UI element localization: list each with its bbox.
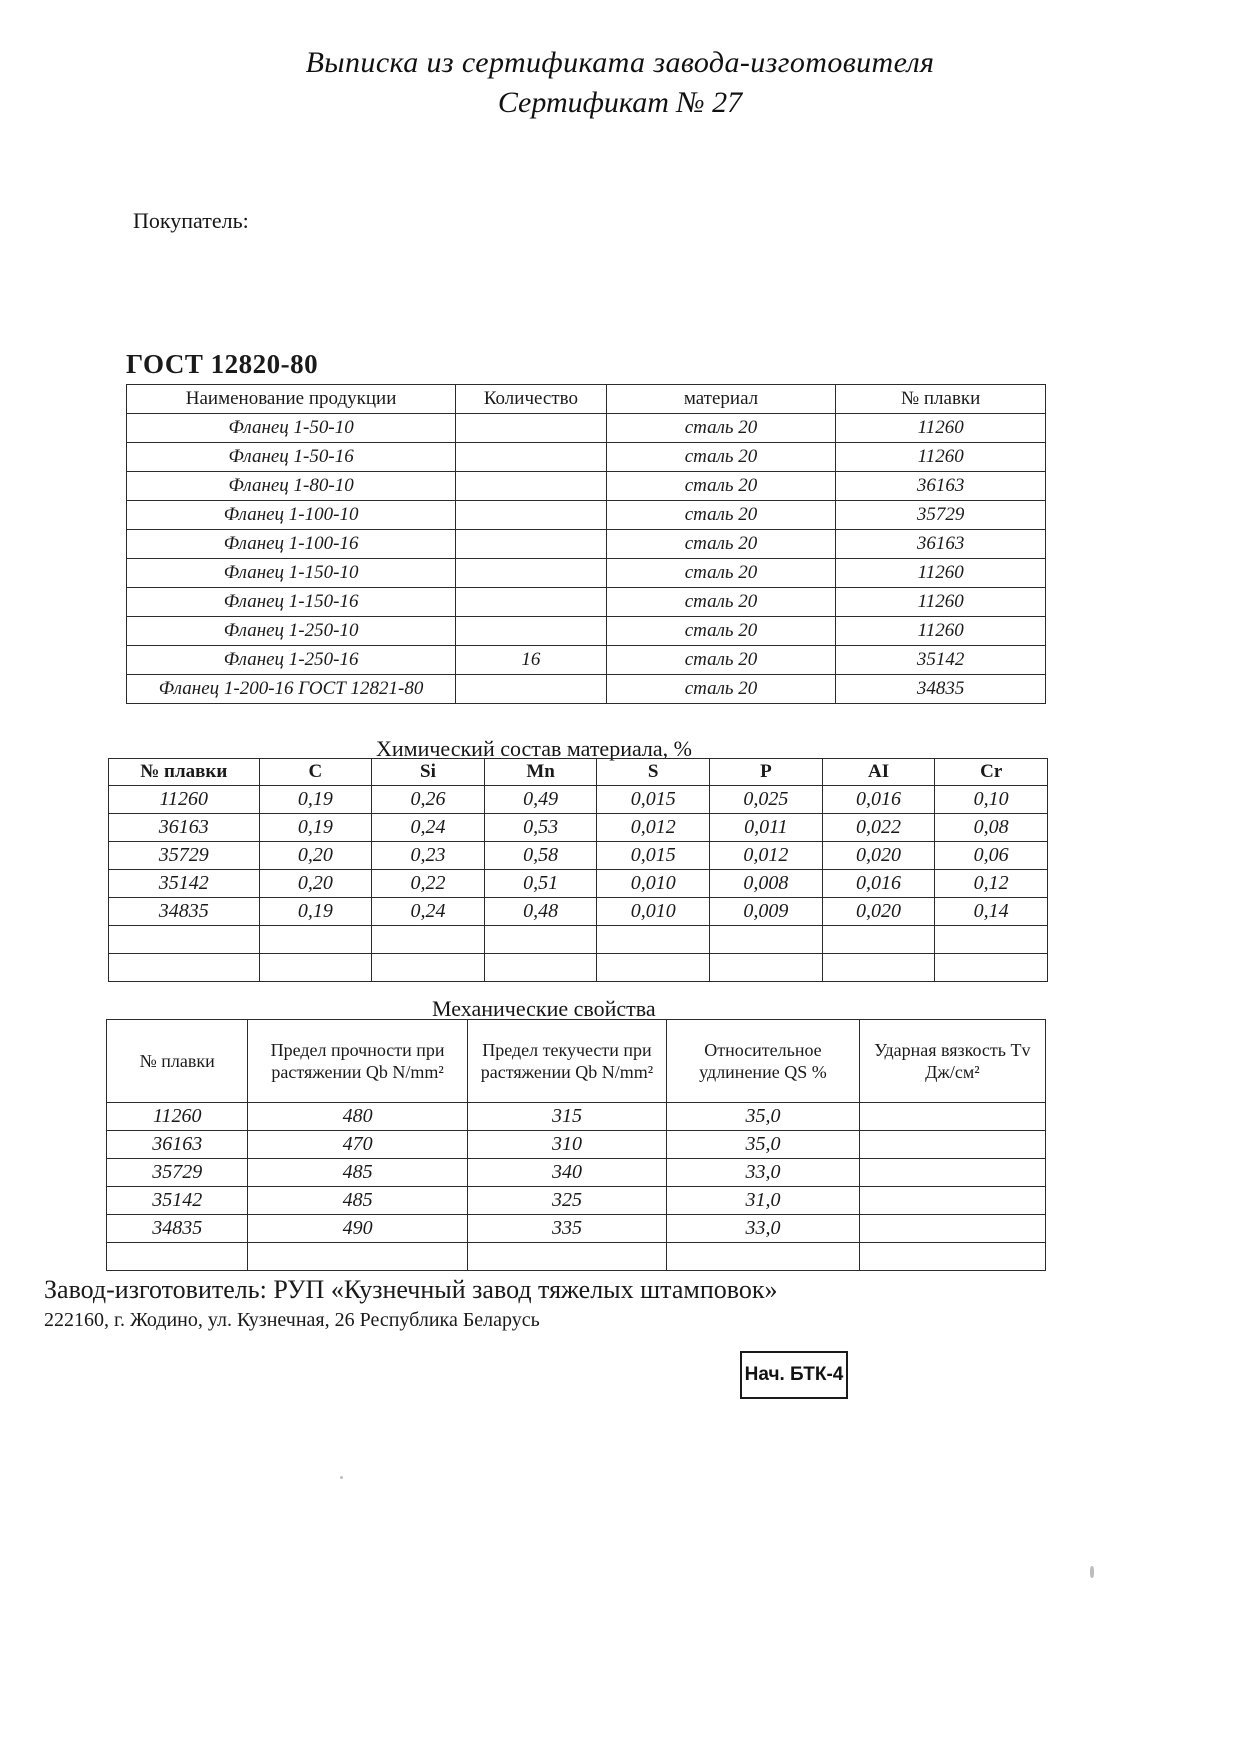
cell-yield-strength: 315 [467,1103,666,1131]
cell-heat-number: 11260 [836,588,1046,617]
cell-material: сталь 20 [606,443,836,472]
cell-si: 0,26 [372,786,485,814]
cell-heat-number: 11260 [109,786,260,814]
cell-product-name: Фланец 1-80-10 [127,472,456,501]
cell-material: сталь 20 [606,414,836,443]
cell-si: 0,23 [372,842,485,870]
cell-heat-number: 36163 [109,814,260,842]
cell-mn: 0,58 [484,842,597,870]
table-header-row [109,759,1048,786]
cell-product-name: Фланец 1-250-16 [127,646,456,675]
cell-mn: 0,49 [484,786,597,814]
cell-material: сталь 20 [606,588,836,617]
cell-empty [667,1243,860,1271]
cell-quantity [456,443,607,472]
column-header-p: P [710,759,823,786]
table-row [109,898,1048,926]
cell-tensile-strength: 485 [248,1159,467,1187]
cell-impact-toughness [859,1187,1045,1215]
cell-material: сталь 20 [606,501,836,530]
cell-p: 0,011 [710,814,823,842]
cell-mn: 0,53 [484,814,597,842]
cell-p: 0,009 [710,898,823,926]
column-header-c: C [259,759,372,786]
cell-cr: 0,12 [935,870,1048,898]
cell-material: сталь 20 [606,675,836,704]
cell-empty [372,926,485,954]
cell-impact-toughness [859,1131,1045,1159]
document-header [0,46,1240,120]
gost-standard-heading: ГОСТ 12820-80 [126,349,319,379]
table-row [107,1131,1046,1159]
cell-product-name: Фланец 1-50-16 [127,443,456,472]
table-header-row [127,385,1046,414]
table-row-empty [109,926,1048,954]
cell-elongation: 35,0 [667,1103,860,1131]
table-row [127,501,1046,530]
column-header-yield-strength: Предел текучести при растяжении Qb N/mm² [467,1020,666,1103]
cell-empty [467,1243,666,1271]
table-row-empty [109,954,1048,982]
table-row [127,443,1046,472]
table-row [127,675,1046,704]
cell-empty [259,954,372,982]
cell-heat-number: 36163 [836,530,1046,559]
cell-product-name: Фланец 1-200-16 ГОСТ 12821-80 [127,675,456,704]
cell-empty [372,954,485,982]
cell-product-name: Фланец 1-150-10 [127,559,456,588]
cell-impact-toughness [859,1215,1045,1243]
cell-cr: 0,10 [935,786,1048,814]
cell-heat-number: 35142 [836,646,1046,675]
cell-si: 0,22 [372,870,485,898]
column-header-impact-toughness: Ударная вязкость Тv Дж/см² [859,1020,1045,1103]
cell-empty [859,1243,1045,1271]
column-header-cr: Cr [935,759,1048,786]
cell-al: 0,016 [822,786,935,814]
cell-elongation: 33,0 [667,1215,860,1243]
table-row [107,1103,1046,1131]
table-row [109,814,1048,842]
table-row [127,472,1046,501]
table-row [107,1187,1046,1215]
table-row [107,1215,1046,1243]
table-header-row [107,1020,1046,1103]
cell-empty [259,926,372,954]
column-header-heat-number: № плавки [109,759,260,786]
column-header-tensile-strength: Предел прочности при растяжении Qb N/mm² [248,1020,467,1103]
cell-heat-number: 11260 [836,414,1046,443]
cell-yield-strength: 310 [467,1131,666,1159]
cell-empty [109,954,260,982]
cell-p: 0,025 [710,786,823,814]
cell-heat-number: 11260 [836,617,1046,646]
column-header-product-name: Наименование продукции [127,385,456,414]
cell-empty [484,926,597,954]
chemical-composition-table [108,758,1048,982]
cell-cr: 0,08 [935,814,1048,842]
cell-al: 0,020 [822,842,935,870]
cell-empty [597,954,710,982]
column-header-mn: Mn [484,759,597,786]
cell-material: сталь 20 [606,472,836,501]
cell-tensile-strength: 485 [248,1187,467,1215]
qc-stamp [740,1351,848,1399]
cell-quantity [456,559,607,588]
cell-empty [107,1243,248,1271]
cell-si: 0,24 [372,898,485,926]
cell-s: 0,015 [597,786,710,814]
cell-heat-number: 35729 [109,842,260,870]
cell-quantity [456,414,607,443]
column-header-si: Si [372,759,485,786]
column-header-heat-number: № плавки [107,1020,248,1103]
cell-quantity: 16 [456,646,607,675]
column-header-heat-number: № плавки [836,385,1046,414]
scan-speck [340,1476,343,1479]
document-title-line-1: Выписка из сертификата завода-изготовителя [305,46,935,79]
cell-p: 0,008 [710,870,823,898]
cell-quantity [456,675,607,704]
buyer-label: Покупатель: [133,208,249,233]
cell-c: 0,20 [259,842,372,870]
cell-heat-number: 36163 [836,472,1046,501]
table-row [127,530,1046,559]
qc-stamp-label: Нач. БТК-4 [744,1364,844,1385]
cell-cr: 0,06 [935,842,1048,870]
table-row [127,414,1046,443]
cell-mn: 0,51 [484,870,597,898]
chemical-section-caption: Химический состав материала, % [376,736,692,761]
column-header-material: материал [606,385,836,414]
cell-heat-number: 34835 [107,1215,248,1243]
cell-material: сталь 20 [606,559,836,588]
cell-impact-toughness [859,1103,1045,1131]
cell-elongation: 31,0 [667,1187,860,1215]
cell-heat-number: 35142 [107,1187,248,1215]
cell-quantity [456,530,607,559]
cell-heat-number: 11260 [107,1103,248,1131]
cell-yield-strength: 340 [467,1159,666,1187]
cell-elongation: 35,0 [667,1131,860,1159]
mechanical-section-caption: Механические свойства [432,996,656,1021]
cell-quantity [456,472,607,501]
table-row [127,617,1046,646]
cell-empty [109,926,260,954]
cell-material: сталь 20 [606,646,836,675]
manufacturer-address: 222160, г. Жодино, ул. Кузнечная, 26 Республика Беларусь [44,1309,540,1331]
table-row [127,588,1046,617]
cell-empty [710,926,823,954]
cell-empty [710,954,823,982]
cell-product-name: Фланец 1-150-16 [127,588,456,617]
cell-si: 0,24 [372,814,485,842]
cell-quantity [456,617,607,646]
table-row [109,870,1048,898]
cell-quantity [456,501,607,530]
scan-speck [1090,1566,1094,1578]
cell-s: 0,010 [597,870,710,898]
cell-heat-number: 11260 [836,443,1046,472]
cell-heat-number: 36163 [107,1131,248,1159]
table-row-empty [107,1243,1046,1271]
cell-al: 0,016 [822,870,935,898]
cell-cr: 0,14 [935,898,1048,926]
cell-heat-number: 35142 [109,870,260,898]
column-header-elongation: Относительное удлинение QS % [667,1020,860,1103]
table-row [127,559,1046,588]
cell-heat-number: 35729 [836,501,1046,530]
certificate-page [0,46,1240,1740]
document-title-line-2: Сертификат № 27 [497,86,743,119]
column-header-quantity: Количество [456,385,607,414]
cell-c: 0,19 [259,814,372,842]
cell-yield-strength: 325 [467,1187,666,1215]
cell-product-name: Фланец 1-50-10 [127,414,456,443]
table-row [109,786,1048,814]
mechanical-properties-table [106,1019,1046,1271]
cell-s: 0,015 [597,842,710,870]
cell-empty [248,1243,467,1271]
table-row [107,1159,1046,1187]
cell-empty [822,954,935,982]
cell-c: 0,19 [259,898,372,926]
cell-p: 0,012 [710,842,823,870]
cell-product-name: Фланец 1-250-10 [127,617,456,646]
cell-empty [484,954,597,982]
cell-al: 0,022 [822,814,935,842]
cell-product-name: Фланец 1-100-16 [127,530,456,559]
cell-empty [597,926,710,954]
cell-mn: 0,48 [484,898,597,926]
cell-heat-number: 35729 [107,1159,248,1187]
cell-tensile-strength: 490 [248,1215,467,1243]
products-table [126,384,1046,704]
column-header-al: AI [822,759,935,786]
cell-tensile-strength: 470 [248,1131,467,1159]
manufacturer-line: Завод-изготовитель: РУП «Кузнечный завод тяжелых штамповок» [44,1275,778,1304]
cell-s: 0,010 [597,898,710,926]
column-header-s: S [597,759,710,786]
cell-quantity [456,588,607,617]
cell-impact-toughness [859,1159,1045,1187]
cell-heat-number: 11260 [836,559,1046,588]
cell-heat-number: 34835 [836,675,1046,704]
cell-elongation: 33,0 [667,1159,860,1187]
cell-empty [822,926,935,954]
cell-material: сталь 20 [606,530,836,559]
cell-al: 0,020 [822,898,935,926]
table-row [127,646,1046,675]
cell-c: 0,19 [259,786,372,814]
cell-empty [935,954,1048,982]
cell-tensile-strength: 480 [248,1103,467,1131]
cell-c: 0,20 [259,870,372,898]
cell-empty [935,926,1048,954]
cell-heat-number: 34835 [109,898,260,926]
cell-product-name: Фланец 1-100-10 [127,501,456,530]
cell-material: сталь 20 [606,617,836,646]
cell-s: 0,012 [597,814,710,842]
cell-yield-strength: 335 [467,1215,666,1243]
table-row [109,842,1048,870]
